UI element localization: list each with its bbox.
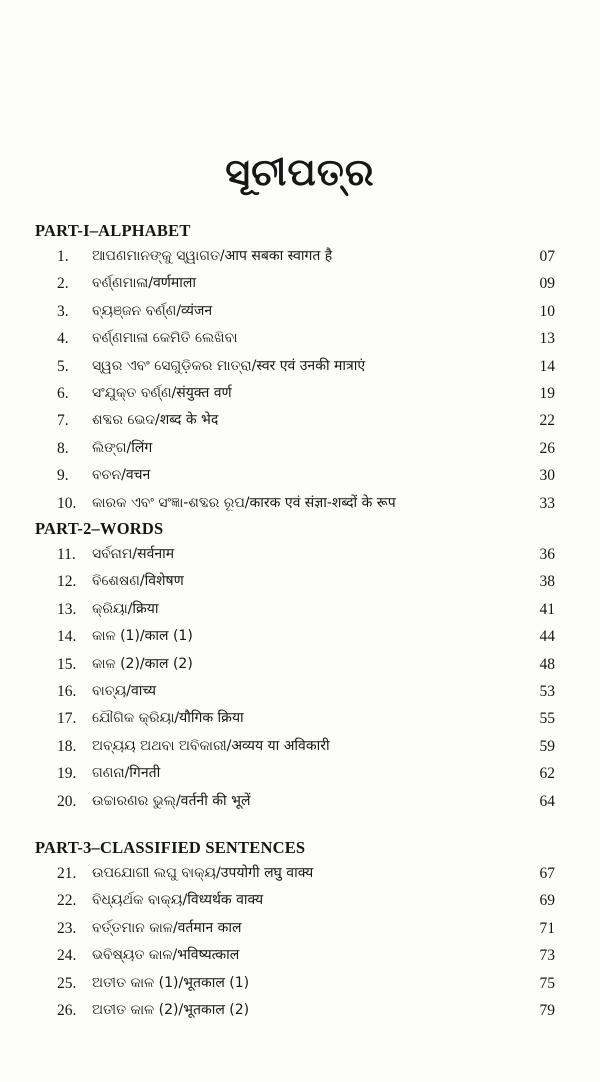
toc-entry (35, 651, 555, 678)
entry-title: ବ୍ୟଞ୍ଜନ ବର୍ଣ୍ଣ/व्यंजन (92, 302, 213, 319)
entry-page-number: 48 (539, 655, 555, 673)
entry-page-number: 33 (539, 494, 555, 512)
section-heading: PART-I–ALPHABET (35, 221, 191, 240)
entry-page-number: 55 (539, 710, 555, 728)
entry-number: 24. (57, 947, 77, 965)
entry-page-number: 69 (539, 892, 555, 910)
toc-entry (35, 623, 555, 650)
entry-page-number: 41 (539, 600, 555, 618)
entry-page-number: 79 (539, 1001, 555, 1019)
entry-list (35, 541, 555, 815)
entry-title: ଯୌଗିକ କ୍ରିୟା/यौगिक क्रिया (92, 710, 244, 727)
toc-entry (35, 353, 555, 380)
entry-title: ସର୍ବନାମ/सर्वनाम (92, 546, 175, 562)
entry-number: 16. (57, 682, 77, 700)
toc-entry (35, 462, 555, 489)
toc-entry (35, 325, 555, 352)
entry-page-number: 71 (539, 919, 555, 937)
entry-page-number: 14 (539, 357, 555, 375)
section-heading: PART-3–CLASSIFIED SENTENCES (35, 838, 306, 857)
entry-page-number: 36 (539, 546, 555, 563)
toc-entry (35, 970, 555, 997)
toc-entry (35, 435, 555, 462)
entry-number: 2. (57, 275, 69, 293)
section-part-2 (35, 517, 555, 815)
toc-entry (35, 380, 555, 407)
entry-title: କାଳ (2)/काल (2) (92, 655, 193, 672)
entry-number: 15. (57, 655, 77, 673)
toc-entry (35, 298, 555, 325)
entry-number: 18. (57, 737, 77, 755)
entry-page-number: 67 (539, 865, 555, 882)
entry-page-number: 73 (539, 947, 555, 965)
entry-page-number: 62 (539, 765, 555, 783)
entry-number: 3. (57, 302, 69, 320)
entry-title: ଶବ୍ଦର ଭେଦ/शब्द के भेद (92, 412, 219, 429)
toc-entry (35, 760, 555, 787)
entry-title: ଅତୀତ କାଳ (2)/भूतकाल (2) (92, 1001, 250, 1018)
entry-number: 13. (57, 600, 77, 618)
entry-title: ଲିଙ୍ଗ/लिंग (92, 439, 153, 456)
toc-entry (35, 788, 555, 815)
toc-entry (35, 942, 555, 969)
entry-title: ବର୍ତ୍ତମାନ କାଳ/वर्तमान काल (92, 919, 242, 936)
entry-number: 1. (57, 248, 69, 265)
toc-entry (35, 733, 555, 760)
entry-page-number: 10 (539, 302, 555, 320)
section-part-1 (35, 219, 555, 517)
toc-entry (35, 568, 555, 595)
entry-page-number: 75 (539, 974, 555, 992)
section-part-3 (35, 836, 555, 1024)
toc-entry (35, 270, 555, 297)
entry-number: 21. (57, 865, 77, 882)
toc-entry (35, 997, 555, 1024)
entry-number: 9. (57, 467, 69, 485)
entry-page-number: 26 (539, 439, 555, 457)
entry-number: 23. (57, 919, 77, 937)
toc-entry (35, 407, 555, 434)
entry-title: ବାଚ୍ୟ/वाच्य (92, 682, 157, 699)
entry-title: ଆପଣମାନଙ୍କୁ ସ୍ୱାଗତ/आप सबका स्वागत है (92, 248, 333, 264)
entry-number: 25. (57, 974, 77, 992)
entry-page-number: 30 (539, 467, 555, 485)
entry-list (35, 243, 555, 517)
entry-number: 6. (57, 384, 69, 402)
entry-page-number: 13 (539, 330, 555, 348)
entry-title: ବର୍ଣ୍ଣମାଳା/वर्णमाला (92, 275, 197, 292)
entry-title: କାଳ (1)/काल (1) (92, 628, 193, 645)
entry-title: ସଂଯୁକ୍ତ ବର୍ଣ୍ଣ/संयुक्त वर्ण (92, 384, 232, 401)
entry-number: 8. (57, 439, 69, 457)
entry-title: ଗଣନା/गिनती (92, 765, 161, 782)
entry-page-number: 53 (539, 682, 555, 700)
page-title: ସୂଚୀପତ୍ର (225, 150, 375, 194)
entry-list (35, 860, 555, 1024)
entry-title: ବିଧ୍ୟର୍ଥକ ବାକ୍ୟ/विध्यर्थक वाक्य (92, 892, 264, 909)
entry-number: 14. (57, 628, 77, 646)
toc-entry (35, 915, 555, 942)
entry-page-number: 22 (539, 412, 555, 430)
entry-number: 17. (57, 710, 77, 728)
entry-page-number: 59 (539, 737, 555, 755)
toc-entry (35, 596, 555, 623)
entry-title: ବିଶେଷଣ/विशेषण (92, 573, 184, 590)
entry-page-number: 07 (539, 248, 555, 265)
entry-title: କାରକ ଏବଂ ସଂଜ୍ଞା-ଶବ୍ଦର ରୂପ/कारक एवं संज्ञा-शब्दों के रूप (92, 494, 396, 511)
entry-number: 12. (57, 573, 77, 591)
entry-number: 5. (57, 357, 69, 375)
entry-title: ଭବିଷ୍ୟତ କାଳ/भविष्यत्काल (92, 947, 240, 964)
entry-title: କ୍ରିୟା/क्रिया (92, 600, 159, 617)
toc-entry (35, 860, 555, 887)
entry-page-number: 64 (539, 792, 555, 810)
entry-title: ଉପଯୋଗୀ ଲଘୁ ବାକ୍ୟ/उपयोगी लघु वाक्य (92, 865, 314, 881)
toc-entry (35, 541, 555, 568)
entry-number: 10. (57, 494, 77, 512)
entry-title: ଅବ୍ୟୟ ଅଥବା ଅବିକାରୀ/अव्यय या अविकारी (92, 737, 330, 754)
entry-title: ସ୍ୱର ଏବଂ ସେଗୁଡ଼ିକର ମାତ୍ରା/स्वर एवं उनकी मात्राएं (92, 357, 366, 374)
entry-number: 11. (57, 546, 76, 563)
entry-page-number: 09 (539, 275, 555, 293)
entry-title: ଉଚ୍ଚାରଣର ଭୁଲ୍/वर्तनी की भूलें (92, 792, 251, 809)
entry-number: 26. (57, 1001, 77, 1019)
entry-title: ଅତୀତ କାଳ (1)/भूतकाल (1) (92, 974, 250, 991)
entry-page-number: 38 (539, 573, 555, 591)
toc-entry (35, 887, 555, 914)
entry-page-number: 44 (539, 628, 555, 646)
toc-entry (35, 243, 555, 270)
entry-title: ବଚନ/वचन (92, 467, 151, 484)
entry-number: 4. (57, 330, 69, 348)
entry-number: 7. (57, 412, 69, 430)
section-heading: PART-2–WORDS (35, 519, 164, 538)
toc-entry (35, 678, 555, 705)
entry-number: 22. (57, 892, 77, 910)
entry-title: ବର୍ଣ୍ଣମାଳା କେମିତି ଲେଖିବା (92, 330, 238, 347)
entry-number: 19. (57, 765, 77, 783)
entry-number: 20. (57, 792, 77, 810)
entry-page-number: 19 (539, 384, 555, 402)
toc-entry (35, 705, 555, 732)
toc-entry (35, 490, 555, 517)
